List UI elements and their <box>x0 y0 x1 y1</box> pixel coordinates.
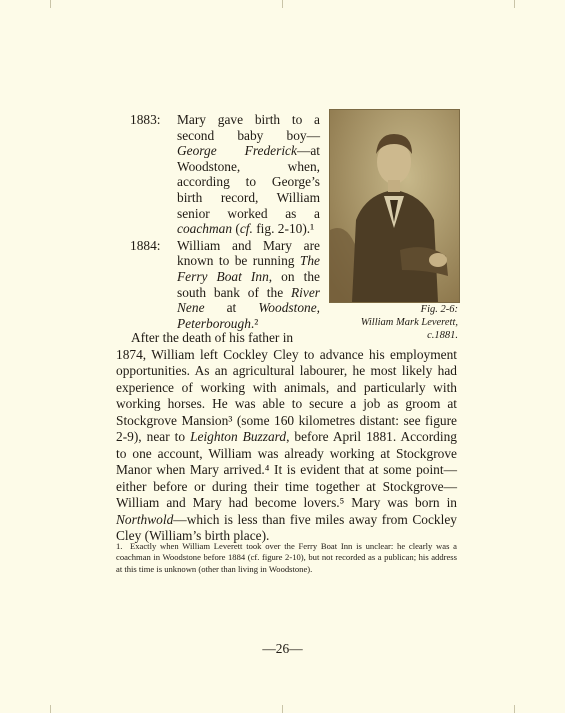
entry-text: Mary gave birth to a second baby boy—George Frederick—at Woodstone, when, according to George’s birth record, William senior worked as a coachman (cf. fig. 2-10).¹ <box>177 112 320 237</box>
footnote-text: Exactly when William Leverett took over the Ferry Boat Inn is unclear: he clearly was a coachman in Woodstone before 1884 (cf. figure 2-10), but not recorded as a publican; his address at this time is unknown (other than living in Woodstone). <box>116 541 457 574</box>
entry-text: William and Mary are known to be running The Ferry Boat Inn, on the south bank of the River Nene at Woodstone, Peterborough.² <box>177 237 320 331</box>
footnote-number: 1. <box>116 541 123 551</box>
crop-mark <box>514 705 515 713</box>
entry-year: 1883: <box>130 112 161 127</box>
crop-mark <box>50 0 51 8</box>
timeline-entries <box>130 112 320 331</box>
timeline-entry <box>130 238 320 332</box>
timeline-entry <box>130 112 320 237</box>
portrait-illustration <box>330 110 459 302</box>
footnote <box>116 541 457 575</box>
crop-mark <box>514 0 515 8</box>
entry-year: 1884: <box>130 237 161 253</box>
portrait-photo <box>329 109 460 303</box>
crop-mark <box>282 705 283 713</box>
paragraph-text: 1874, William left Cockley Cley to advance his employment opportunities. As an agricultural labourer, he most likely had experience of working with animals, and particularly with working horses. He was able to secure a job as groom at Stockgrove Mansion³ (some 160 kilometres distant: see figure 2-9), near to Leighton Buzzard, before April 1881. According to one account, William was already working at Stockgrove Manor when Mary arrived.⁴ It is evident that at some point—either before or during their time together at Stockgrove—William and Mary had become lovers.⁵ Mary was born in Northwold—which is less than five miles away from Cockley Cley (William’s birth place). <box>116 346 457 543</box>
figure-title: William Mark Leverett, <box>360 317 458 328</box>
figure-label: Fig. 2-6: <box>420 304 458 315</box>
page-number: —26— <box>262 641 303 656</box>
figure-date: c.1881. <box>427 330 458 341</box>
paragraph-first-line: After the death of his father in <box>131 330 294 345</box>
crop-mark <box>50 705 51 713</box>
crop-mark <box>282 0 283 8</box>
body-paragraph <box>116 330 457 545</box>
